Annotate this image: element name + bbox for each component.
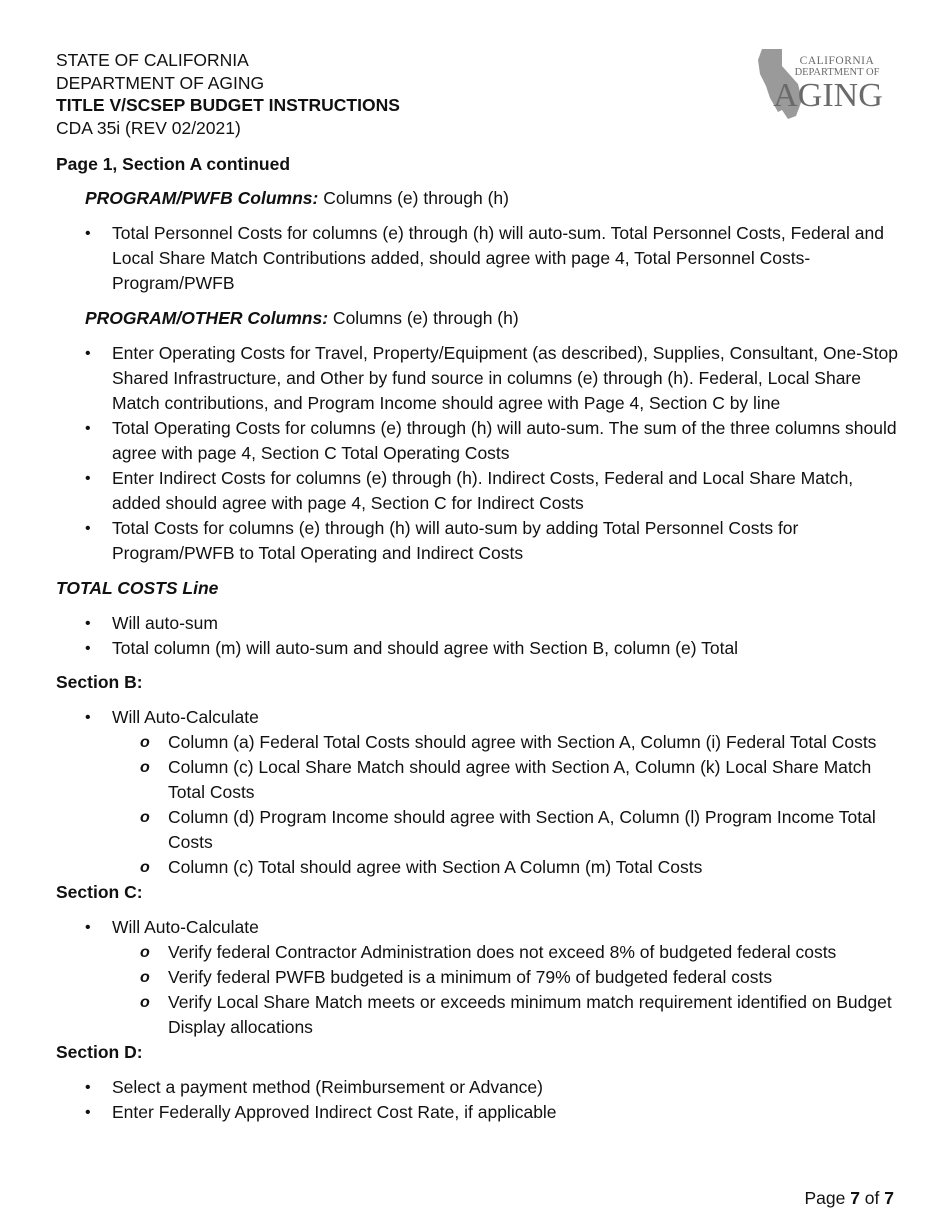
list-item: o Column (c) Local Share Match should agree with Section A, Column (k) Local Share Match Total Costs [56, 755, 906, 805]
page-word: Page [804, 1188, 851, 1208]
section-d-title: Section D: [56, 1042, 143, 1062]
list-item: • Will Auto-Calculate [56, 915, 906, 940]
section-a-title: Page 1, Section A continued [56, 154, 291, 174]
document-header [56, 49, 400, 139]
logo-text-california: CALIFORNIA [799, 55, 875, 67]
header-department: DEPARTMENT OF AGING [56, 72, 265, 93]
section-c-bullet-list [56, 915, 906, 940]
header-form-number: CDA 35i (REV 02/2021) [56, 117, 241, 138]
total-bullet-list [56, 611, 906, 661]
total-costs-label: TOTAL COSTS Line [56, 578, 219, 598]
section-c-title: Section C: [56, 882, 143, 902]
current-page: 7 [850, 1188, 860, 1208]
section-b-bullet-list [56, 705, 906, 730]
list-item: • Will Auto-Calculate [56, 705, 906, 730]
list-item: • Enter Indirect Costs for columns (e) through (h). Indirect Costs, Federal and Local Share Match, added should agree with page 4, Section C for Indirect Costs [56, 466, 906, 516]
list-item: o Column (c) Total should agree with Section A Column (m) Total Costs [56, 855, 906, 880]
list-item: • Enter Operating Costs for Travel, Property/Equipment (as described), Supplies, Consultant, One-Stop Shared Infrastructure, and Other by fund source in columns (e) through (h). Federal, Local Share Match contributions, and Program Income should agree with Page 4, Section C by line [56, 341, 906, 416]
pwfb-columns-line [85, 186, 906, 211]
pwfb-bullet-list [56, 221, 906, 296]
pwfb-columns-suffix: Columns (e) through (h) [318, 188, 509, 208]
header-title: TITLE V/SCSEP BUDGET INSTRUCTIONS [56, 95, 400, 115]
section-d-bullet-list [56, 1075, 906, 1125]
pwfb-columns-label: PROGRAM/PWFB Columns: [85, 188, 319, 208]
list-item: o Column (d) Program Income should agree with Section A, Column (l) Program Income Total Costs [56, 805, 906, 855]
section-c-sub-list [56, 940, 906, 1040]
logo-text-department: DEPARTMENT OF [794, 67, 880, 78]
list-item: • Will auto-sum [56, 611, 906, 636]
section-b-sub-list [56, 730, 906, 880]
header-state: STATE OF CALIFORNIA [56, 50, 249, 70]
list-item: o Verify federal Contractor Administration does not exceed 8% of budgeted federal costs [56, 940, 906, 965]
other-columns-line [85, 306, 906, 331]
page-number [804, 1186, 894, 1211]
list-item: • Select a payment method (Reimbursement or Advance) [56, 1075, 906, 1100]
other-bullet-list [56, 341, 906, 566]
list-item: o Column (a) Federal Total Costs should agree with Section A, Column (i) Federal Total Costs [56, 730, 906, 755]
of-word: of [859, 1188, 885, 1208]
list-item: • Total Operating Costs for columns (e) through (h) will auto-sum. The sum of the three columns should agree with page 4, Section C Total Operating Costs [56, 416, 906, 466]
california-aging-logo [752, 46, 888, 122]
other-columns-suffix: Columns (e) through (h) [328, 308, 519, 328]
list-item: • Total column (m) will auto-sum and should agree with Section B, column (e) Total [56, 636, 906, 661]
total-pages: 7 [884, 1188, 894, 1208]
list-item: o Verify federal PWFB budgeted is a minimum of 79% of budgeted federal costs [56, 965, 906, 990]
list-item: • Enter Federally Approved Indirect Cost Rate, if applicable [56, 1100, 906, 1125]
section-b-title: Section B: [56, 672, 143, 692]
document-body [56, 152, 906, 1125]
list-item: • Total Costs for columns (e) through (h) will auto-sum by adding Total Personnel Costs for Program/PWFB to Total Operating and Indirect Costs [56, 516, 906, 566]
logo-text-aging: AGING [773, 77, 883, 114]
other-columns-label: PROGRAM/OTHER Columns: [85, 308, 329, 328]
list-item: • Total Personnel Costs for columns (e) through (h) will auto-sum. Total Personnel Costs, Federal and Local Share Match Contributions added, should agree with page 4, Total Personnel Costs-Program/PWFB [56, 221, 906, 296]
list-item: o Verify Local Share Match meets or exceeds minimum match requirement identified on Budget Display allocations [56, 990, 906, 1040]
